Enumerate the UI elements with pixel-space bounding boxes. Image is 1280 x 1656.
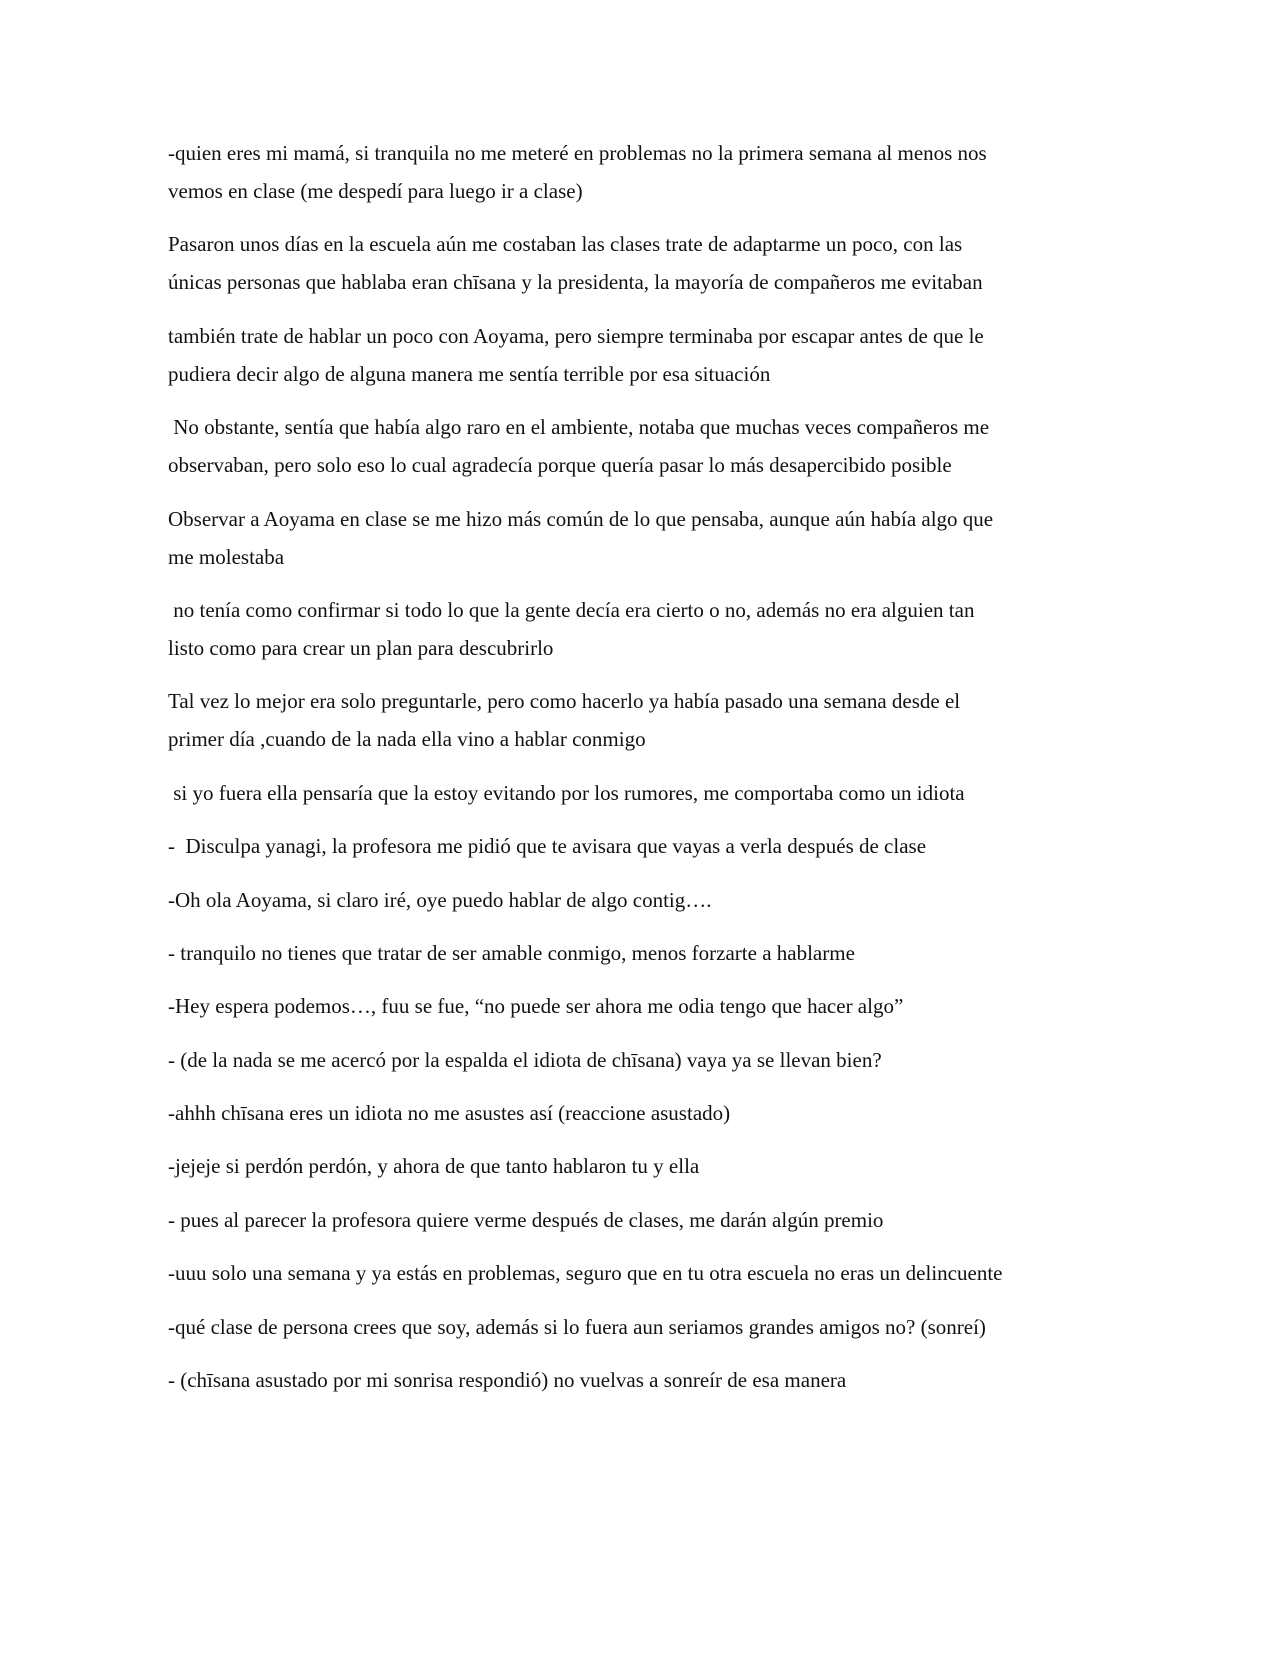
paragraph <box>168 685 1068 761</box>
text-line: - Disculpa yanagi, la profesora me pidió que te avisara que vayas a verla después de clase <box>168 834 927 859</box>
dialogue-line <box>168 1311 1068 1349</box>
dialogue-line <box>168 1150 1068 1188</box>
text-line: -Hey espera podemos…, fuu se fue, “no puede ser ahora me odia tengo que hacer algo” <box>168 994 904 1019</box>
paragraph <box>168 503 1068 579</box>
paragraph <box>168 777 1068 815</box>
dialogue-line <box>168 884 1068 922</box>
paragraph <box>168 228 1068 304</box>
text-line: - (chīsana asustado por mi sonrisa respondió) no vuelvas a sonreír de esa manera <box>168 1368 847 1393</box>
paragraph <box>168 320 1068 396</box>
text-line: No obstante, sentía que había algo raro en el ambiente, notaba que muchas veces compañeros me <box>168 415 990 440</box>
text-line: Observar a Aoyama en clase se me hizo más común de lo que pensaba, aunque aún había algo que <box>168 506 994 531</box>
document-body <box>168 137 1068 1417</box>
text-line: - pues al parecer la profesora quiere verme después de clases, me darán algún premio <box>168 1207 884 1232</box>
text-line: listo como para crear un plan para descubrirlo <box>168 635 554 660</box>
text-line: -uuu solo una semana y ya estás en problemas, seguro que en tu otra escuela no eras un delincuente <box>168 1261 1003 1286</box>
dialogue-line <box>168 1364 1068 1402</box>
dialogue-line <box>168 937 1068 975</box>
text-line: -Oh ola Aoyama, si claro iré, oye puedo hablar de algo contig…. <box>168 887 712 912</box>
text-line: Pasaron unos días en la escuela aún me costaban las clases trate de adaptarme un poco, con las <box>168 232 963 257</box>
paragraph <box>168 411 1068 487</box>
text-line: Tal vez lo mejor era solo preguntarle, pero como hacerlo ya había pasado una semana desde el <box>168 689 961 714</box>
dialogue-line <box>168 1044 1068 1082</box>
paragraph <box>168 137 1068 213</box>
text-line: -jejeje si perdón perdón, y ahora de que tanto hablaron tu y ella <box>168 1154 700 1179</box>
text-line: - (de la nada se me acercó por la espalda el idiota de chīsana) vaya ya se llevan bien? <box>168 1047 882 1072</box>
text-line: - tranquilo no tienes que tratar de ser amable conmigo, menos forzarte a hablarme <box>168 940 855 965</box>
dialogue-line <box>168 830 1068 868</box>
text-line: no tenía como confirmar si todo lo que la gente decía era cierto o no, además no era alguien tan <box>168 597 975 622</box>
dialogue-line <box>168 1257 1068 1295</box>
dialogue-line <box>168 1204 1068 1242</box>
text-line: primer día ,cuando de la nada ella vino a hablar conmigo <box>168 727 646 752</box>
paragraph <box>168 594 1068 670</box>
text-line: vemos en clase (me despedí para luego ir a clase) <box>168 179 583 203</box>
text-line: -quien eres mi mamá, si tranquila no me meteré en problemas no la primera semana al menos nos <box>168 141 987 165</box>
text-line: únicas personas que hablaba eran chīsana y la presidenta, la mayoría de compañeros me evitaban <box>168 270 983 295</box>
text-line: también trate de hablar un poco con Aoyama, pero siempre terminaba por escapar antes de que le <box>168 323 984 348</box>
text-line: me molestaba <box>168 544 285 569</box>
text-line: observaban, pero solo eso lo cual agradecía porque quería pasar lo más desapercibido posible <box>168 453 952 478</box>
text-line: si yo fuera ella pensaría que la estoy evitando por los rumores, me comportaba como un idiota <box>168 780 965 805</box>
dialogue-line <box>168 990 1068 1028</box>
dialogue-line <box>168 1097 1068 1135</box>
text-line: -qué clase de persona crees que soy, además si lo fuera aun seriamos grandes amigos no? (sonreí) <box>168 1314 986 1339</box>
text-line: pudiera decir algo de alguna manera me sentía terrible por esa situación <box>168 361 771 386</box>
text-line: -ahhh chīsana eres un idiota no me asustes así (reaccione asustado) <box>168 1101 731 1126</box>
